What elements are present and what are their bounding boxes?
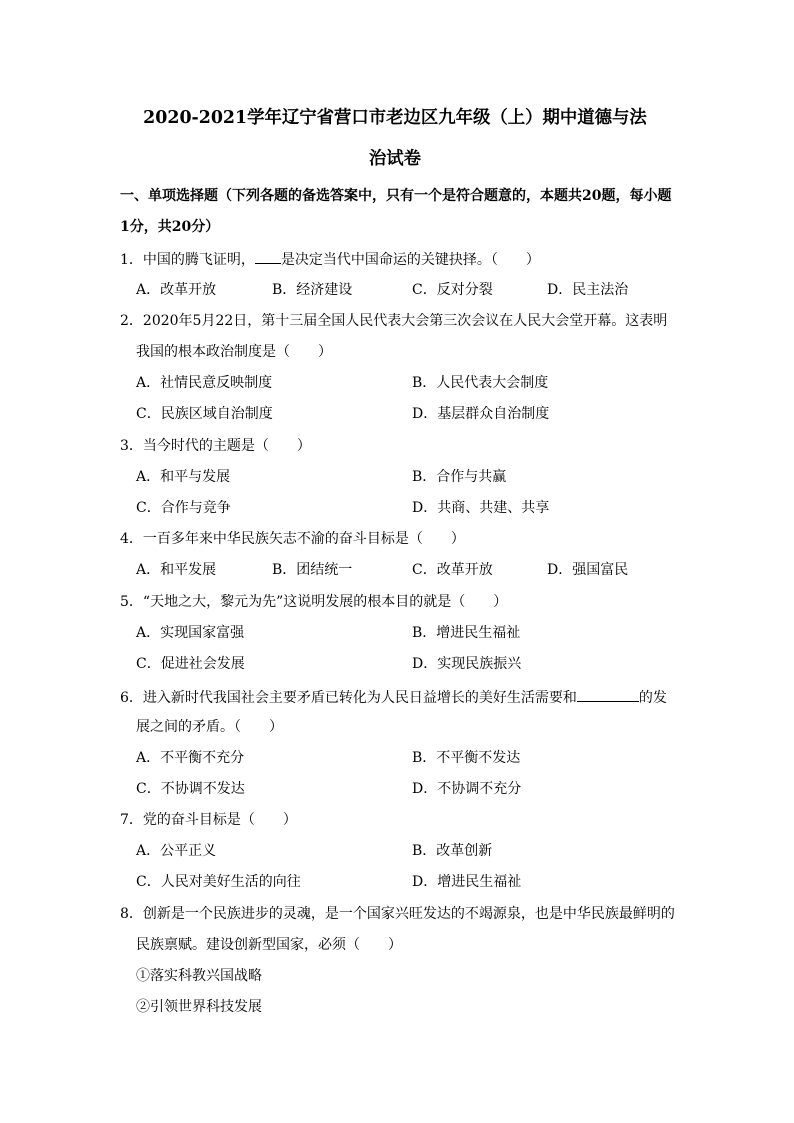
question-5-option-a: A．实现国家富强 — [136, 625, 245, 641]
question-4-option-d: D．强国富民 — [547, 562, 629, 578]
question-7-stem: 7．党的奋斗目标是（ ） — [120, 812, 297, 828]
question-3-option-d: D．共商、共建、共享 — [412, 500, 550, 516]
question-1-stem-part-b: 是决定当代中国命运的关键抉择。（ ） — [280, 252, 540, 268]
question-6-option-c: C．不协调不发达 — [136, 781, 245, 797]
question-1-option-d: D．民主法治 — [547, 282, 629, 298]
question-5-option-b: B．增进民生福祉 — [412, 625, 521, 641]
section-heading-line2: 1分，共20分） — [120, 219, 220, 235]
question-8-stem-line2: 民族禀赋。建设创新型国家，必须（ ） — [136, 937, 402, 953]
question-7-option-c: C．人民对美好生活的向往 — [136, 874, 301, 890]
question-1-stem-part-a: 1．中国的腾飞证明， — [120, 252, 255, 268]
question-6-stem-line1 — [120, 687, 667, 707]
question-6-stem-part-a: 6．进入新时代我国社会主要矛盾已转化为人民日益增长的美好生活需要和 — [120, 690, 577, 706]
question-6-option-d: D．不协调不充分 — [412, 781, 522, 797]
question-1-option-c: C．反对分裂 — [412, 282, 493, 298]
question-8-item-1: ①落实科教兴国战略 — [136, 968, 262, 984]
question-1-stem — [120, 249, 540, 269]
question-4-option-c: C．改革开放 — [412, 562, 493, 578]
question-8-stem-line1: 8．创新是一个民族进步的灵魂，是一个国家兴旺发达的不竭源泉，也是中华民族最鲜明的 — [120, 906, 675, 922]
answer-blank — [255, 249, 281, 264]
question-2-option-c: C．民族区域自治制度 — [136, 406, 273, 422]
question-6-option-b: B．不平衡不发达 — [412, 750, 521, 766]
question-6-option-a: A．不平衡不充分 — [136, 750, 245, 766]
question-1-option-b: B．经济建设 — [272, 282, 353, 298]
question-5-option-d: D．实现民族振兴 — [412, 656, 522, 672]
question-3-option-c: C．合作与竞争 — [136, 500, 231, 516]
question-3-option-a: A．和平与发展 — [136, 469, 231, 485]
question-5-stem: 5．“天地之大，黎元为先”这说明发展的根本目的就是（ ） — [120, 594, 508, 610]
question-7-option-a: A．公平正义 — [136, 843, 217, 859]
question-1-option-a: A．改革开放 — [136, 282, 217, 298]
section-heading-line1: 一、单项选择题（下列各题的备选答案中，只有一个是符合题意的，本题共20题，每小题 — [120, 188, 672, 204]
question-3-stem: 3．当今时代的主题是（ ） — [120, 438, 311, 454]
question-2-option-b: B．人民代表大会制度 — [412, 375, 549, 391]
question-7-option-d: D．增进民生福祉 — [412, 874, 522, 890]
answer-blank — [577, 687, 639, 702]
question-2-stem-line2: 我国的根本政治制度是（ ） — [136, 344, 332, 360]
question-3-option-b: B．合作与共赢 — [412, 469, 507, 485]
question-4-option-a: A．和平发展 — [136, 562, 217, 578]
question-2-option-d: D．基层群众自治制度 — [412, 406, 550, 422]
question-8-item-2: ②引领世界科技发展 — [136, 999, 262, 1015]
question-5-option-c: C．促进社会发展 — [136, 656, 245, 672]
exam-title-line1: 2020-2021学年辽宁省营口市老边区九年级（上）期中道德与法 — [143, 108, 647, 128]
question-4-stem: 4．一百多年来中华民族矢志不渝的奋斗目标是（ ） — [120, 531, 465, 547]
question-6-stem-part-b: 的发 — [638, 690, 667, 706]
question-4-option-b: B．团结统一 — [272, 562, 353, 578]
question-6-stem-line2: 展之间的矛盾。（ ） — [136, 719, 283, 735]
exam-title-line2: 治试卷 — [368, 149, 422, 169]
question-2-option-a: A．社情民意反映制度 — [136, 375, 273, 391]
question-2-stem-line1: 2．2020年5月22日，第十三届全国人民代表大会第三次会议在人民大会堂开幕。这表明 — [120, 313, 668, 329]
question-7-option-b: B．改革创新 — [412, 843, 493, 859]
